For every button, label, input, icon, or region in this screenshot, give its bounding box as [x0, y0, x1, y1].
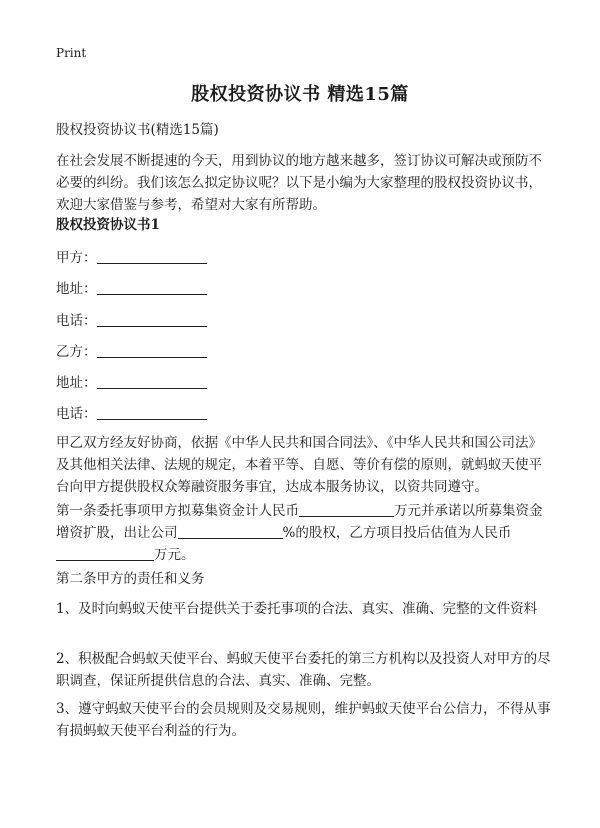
article-1-text: %的股权，乙方项目投后估值为人民币 [282, 525, 512, 541]
field-label: 地址： [56, 375, 97, 391]
article-1-text: 万元。 [154, 547, 195, 563]
section-heading: 股权投资协议书1 [56, 217, 160, 233]
field-party-a [56, 247, 207, 269]
intro-paragraph: 在社会发展不断提速的今天，用到协议的地方越来越多，签订协议可解决或预防不必要的纠纷。我们该怎么拟定协议呢？以下是小编为大家整理的股权投资协议书，欢迎大家借鉴与参考，希望对大家有所帮助。 [56, 153, 542, 213]
obligation-item-1: 1、及时向蚂蚁天使平台提供关于委托事项的合法、真实、准确、完整的文件资料 [56, 601, 538, 617]
field-label: 地址： [56, 281, 97, 297]
document-title: 股权投资协议书 精选15篇 [191, 84, 409, 105]
fill-blank [97, 248, 207, 264]
field-party-b [56, 341, 207, 363]
field-label: 乙方： [56, 344, 97, 360]
field-address-a [56, 278, 207, 300]
fill-blank [97, 311, 207, 327]
article-1-paragraph [56, 500, 554, 566]
obligation-item-3: 3、遵守蚂蚁天使平台的会员规则及交易规则，维护蚂蚁天使平台公信力，不得从事有损蚂蚁天使平台利益的行为。 [56, 701, 551, 739]
document-subtitle: 股权投资协议书(精选15篇) [56, 122, 219, 138]
print-link[interactable]: Print [56, 46, 87, 60]
field-phone-a [56, 310, 207, 332]
article-1-text: 第一条委托事项甲方拟募集资金计人民币 [56, 503, 299, 519]
fill-blank [97, 342, 207, 358]
field-phone-b [56, 403, 207, 425]
fill-blank [97, 404, 207, 420]
fill-blank [299, 502, 394, 517]
field-label: 电话： [56, 406, 97, 422]
article-2-heading: 第二条甲方的责任和义务 [56, 571, 205, 587]
fill-blank [97, 373, 207, 389]
field-label: 甲方： [56, 250, 97, 266]
obligation-item-2: 2、积极配合蚂蚁天使平台、蚂蚁天使平台委托的第三方机构以及投资人对甲方的尽职调查，保证所提供信息的合法、真实、准确、完整。 [56, 651, 551, 689]
field-label: 电话： [56, 313, 97, 329]
article-1-text: 万元并承诺以所募集资金增资扩股，出让公司 [56, 503, 543, 541]
fill-blank [178, 524, 283, 539]
fill-blank [97, 279, 207, 295]
agreement-preamble: 甲乙双方经友好协商，依据《中华人民共和国合同法》、《中华人民共和国公司法》及其他相关法律、法规的规定，本着平等、自愿、等价有偿的原则，就蚂蚁天使平台向甲方提供股权众筹融资服务事宜，达成本服务协议，以资共同遵守。 [56, 435, 542, 495]
fill-blank [56, 546, 154, 561]
field-address-b [56, 372, 207, 394]
